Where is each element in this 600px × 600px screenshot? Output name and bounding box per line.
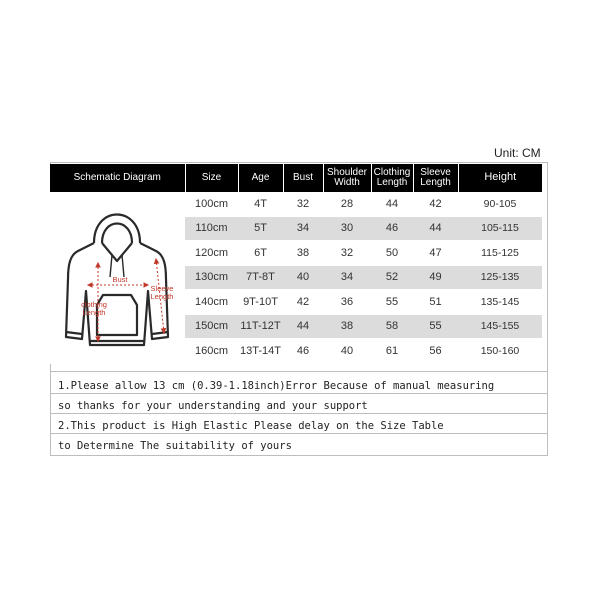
cell-shoulder: 28 (323, 192, 371, 216)
cell-size: 160cm (185, 339, 238, 364)
cell-age: 4T (238, 192, 283, 216)
cell-sleeve: 47 (413, 241, 458, 266)
cell-size: 130cm (185, 265, 238, 290)
cell-clothing: 55 (371, 290, 413, 315)
hoodie-diagram (50, 192, 185, 363)
cell-age: 11T-12T (238, 314, 283, 339)
diagram-label-clothing-length: Length (82, 307, 106, 317)
cell-sleeve: 55 (413, 314, 458, 339)
header-age: Age (238, 164, 283, 192)
diagram-label-sleeve: Sleeve (150, 283, 174, 293)
header-shoulder: Shoulder Width (323, 164, 371, 192)
cell-sleeve: 51 (413, 290, 458, 315)
cell-height: 150-160 (458, 339, 542, 364)
cell-sleeve: 56 (413, 339, 458, 364)
note-line: 2.This product is High Elastic Please delay on the Size Table (58, 420, 444, 432)
cell-size: 150cm (185, 314, 238, 339)
cell-clothing: 46 (371, 216, 413, 241)
cell-height: 125-135 (458, 265, 542, 290)
cell-age: 5T (238, 216, 283, 241)
note-line: so thanks for your understanding and your support (58, 400, 368, 412)
cell-clothing: 52 (371, 265, 413, 290)
cell-height: 135-145 (458, 290, 542, 315)
cell-shoulder: 32 (323, 241, 371, 266)
cell-sleeve: 42 (413, 192, 458, 216)
cell-shoulder: 34 (323, 265, 371, 290)
notes (58, 376, 548, 456)
cell-shoulder: 40 (323, 339, 371, 364)
header-row (50, 164, 542, 192)
header-diagram: Schematic Diagram (50, 164, 185, 192)
cell-shoulder: 36 (323, 290, 371, 315)
cell-bust: 44 (283, 314, 323, 339)
cell-clothing: 58 (371, 314, 413, 339)
header-height: Height (458, 164, 542, 192)
unit-label: Unit: CM (494, 146, 541, 160)
note-line: to Determine The suitability of yours (58, 440, 292, 452)
cell-size: 110cm (185, 216, 238, 241)
cell-bust: 40 (283, 265, 323, 290)
cell-sleeve: 49 (413, 265, 458, 290)
header-bust: Bust (283, 164, 323, 192)
cell-age: 13T-14T (238, 339, 283, 364)
hoodie-illustration (50, 195, 185, 357)
cell-bust: 42 (283, 290, 323, 315)
cell-sleeve: 44 (413, 216, 458, 241)
table-row (50, 192, 542, 216)
size-table (50, 164, 542, 364)
cell-shoulder: 30 (323, 216, 371, 241)
cell-bust: 46 (283, 339, 323, 364)
cell-height: 115-125 (458, 241, 542, 266)
cell-bust: 38 (283, 241, 323, 266)
header-clothing: Clothing Length (371, 164, 413, 192)
note-line: 1.Please allow 13 cm (0.39-1.18inch)Error Because of manual measuring (58, 380, 495, 392)
header-size: Size (185, 164, 238, 192)
cell-clothing: 61 (371, 339, 413, 364)
cell-bust: 34 (283, 216, 323, 241)
cell-age: 9T-10T (238, 290, 283, 315)
cell-size: 120cm (185, 241, 238, 266)
cell-size: 100cm (185, 192, 238, 216)
cell-age: 7T-8T (238, 265, 283, 290)
cell-age: 6T (238, 241, 283, 266)
cell-bust: 32 (283, 192, 323, 216)
diagram-label-sleeve-length: Length (150, 291, 174, 301)
header-sleeve: Sleeve Length (413, 164, 458, 192)
cell-clothing: 50 (371, 241, 413, 266)
diagram-label-bust: Bust (112, 274, 128, 284)
diagram-label-clothing: clothing (81, 299, 107, 309)
cell-height: 105-115 (458, 216, 542, 241)
cell-height: 145-155 (458, 314, 542, 339)
cell-height: 90-105 (458, 192, 542, 216)
cell-shoulder: 38 (323, 314, 371, 339)
divider (50, 371, 548, 372)
cell-clothing: 44 (371, 192, 413, 216)
cell-size: 140cm (185, 290, 238, 315)
